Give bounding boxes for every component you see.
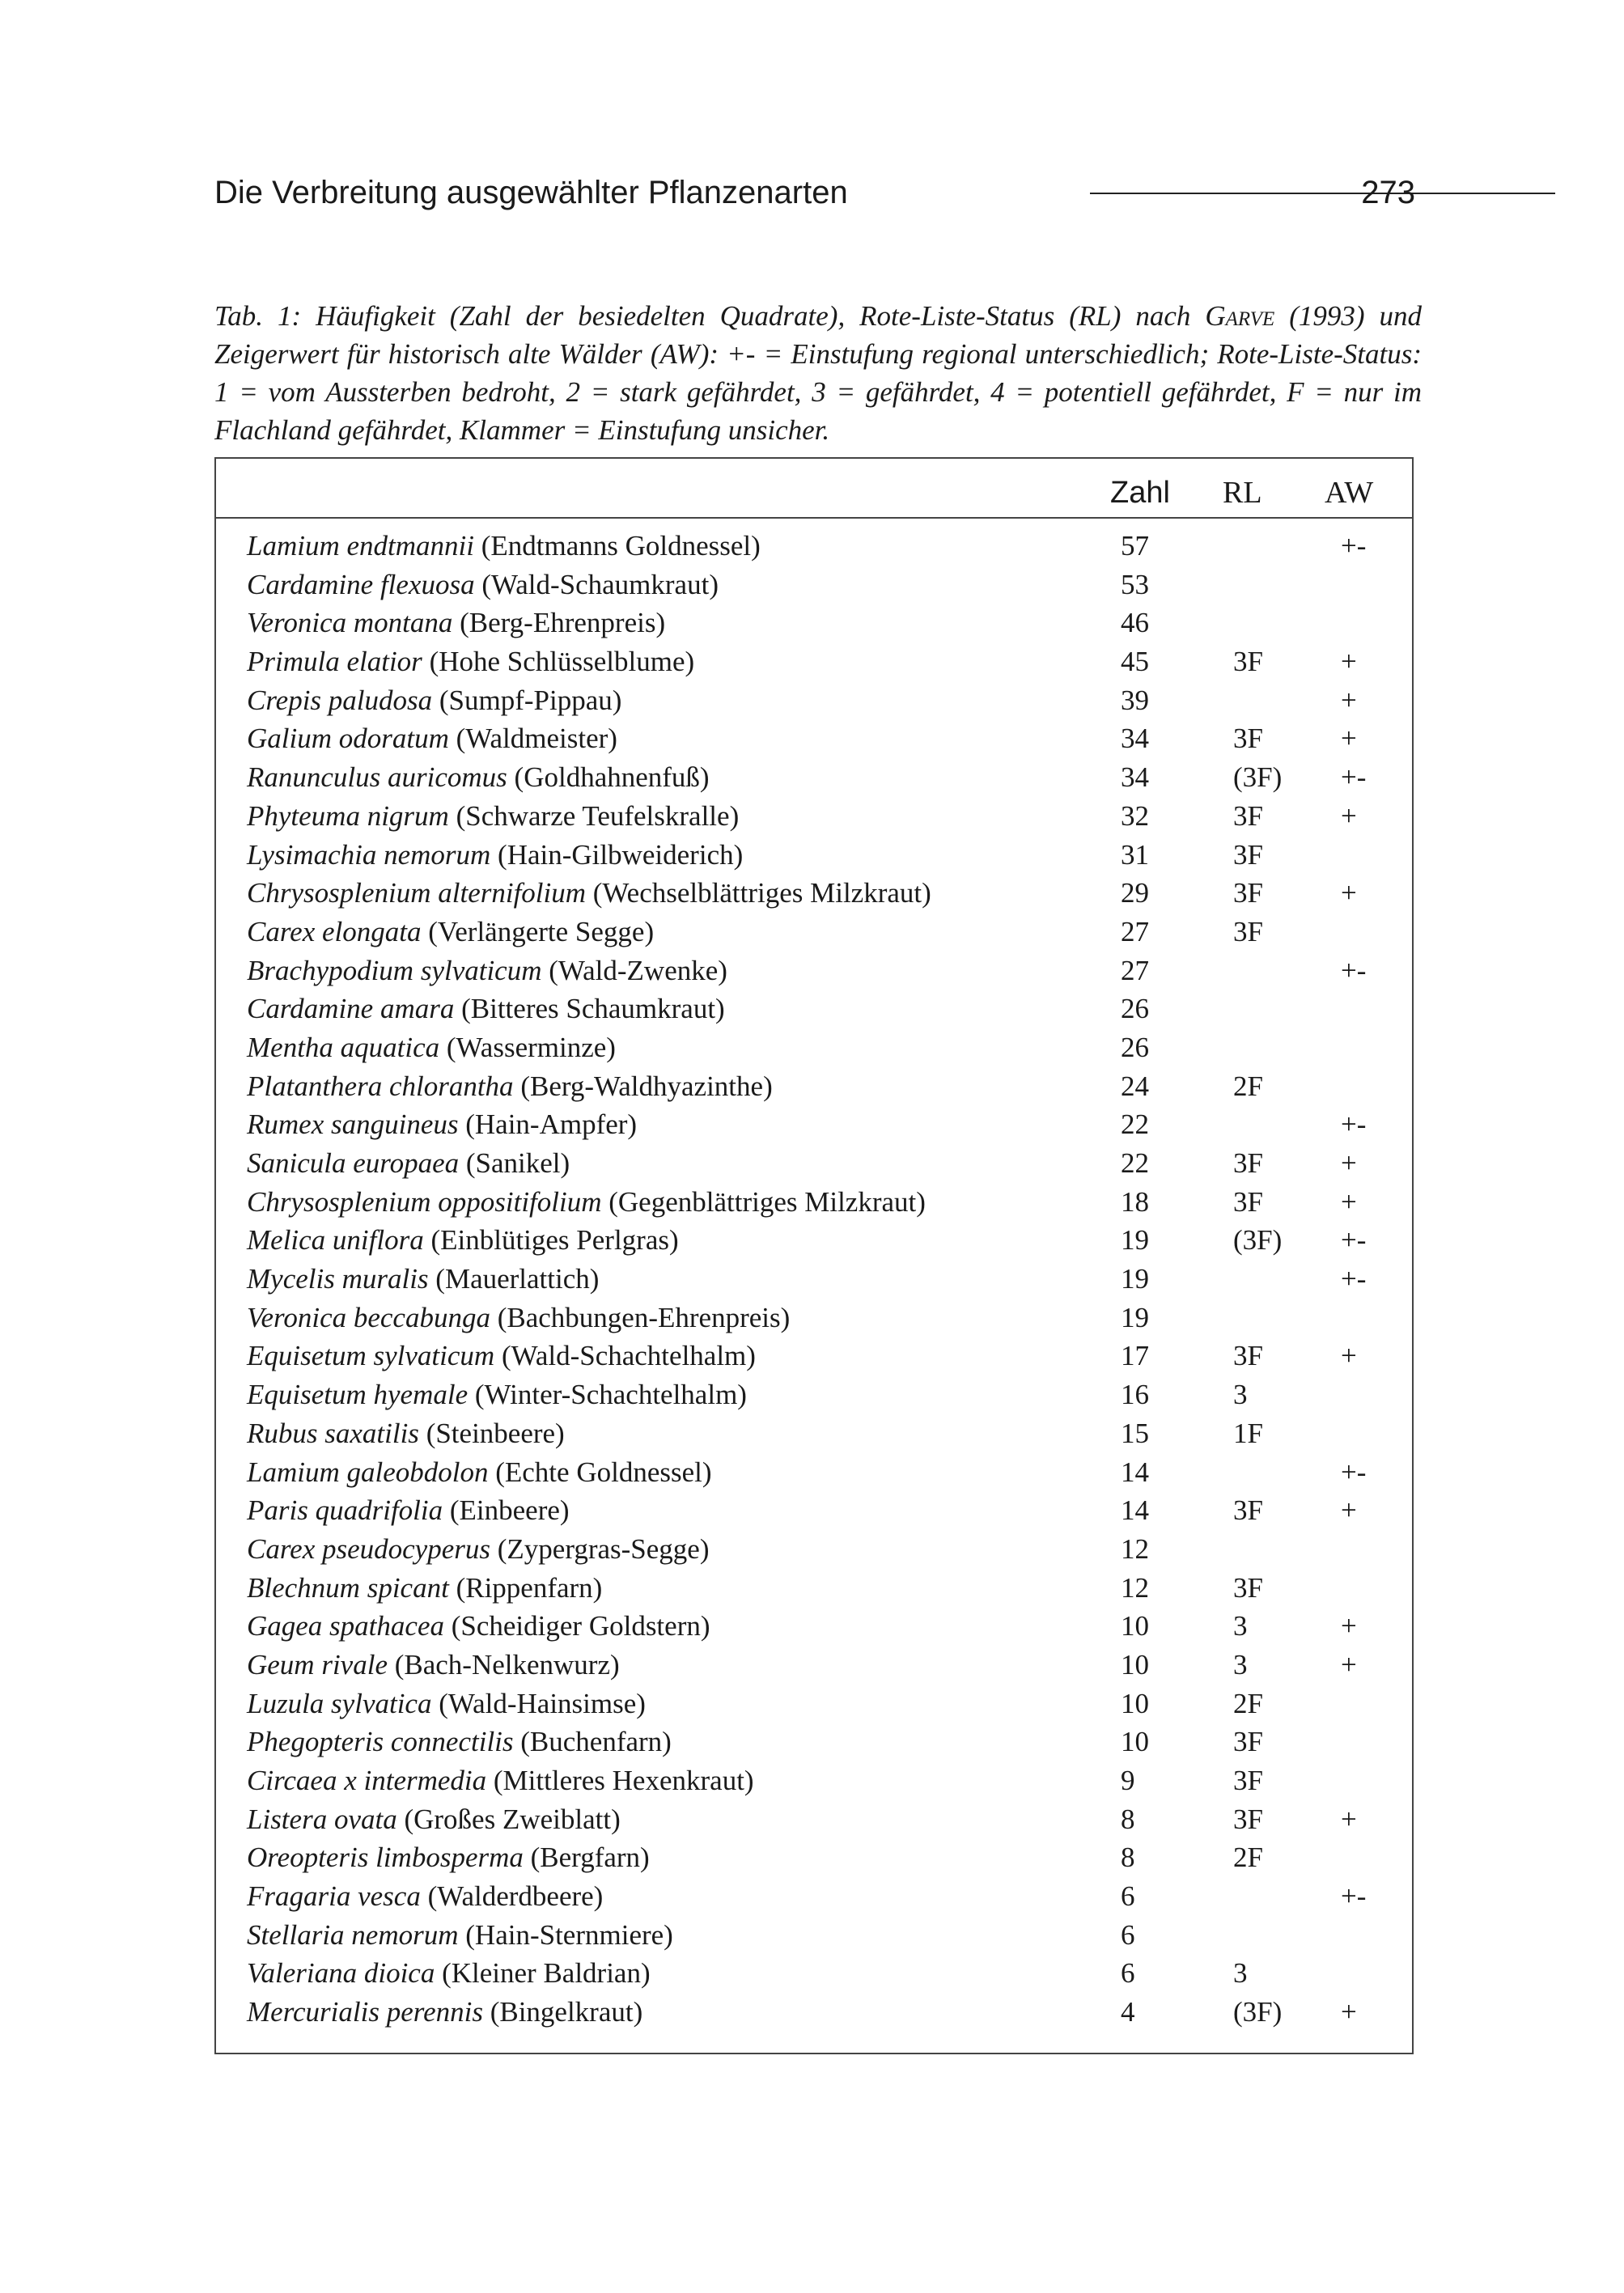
species-name [247,913,654,952]
rl-cell: 3F [1233,1494,1263,1527]
common-name: (Gegenblättriges Milzkraut) [601,1185,926,1218]
scientific-name: Brachypodium sylvaticum [247,954,542,986]
table-row [216,1569,1412,1608]
species-name [247,719,617,758]
common-name: (Wasserminze) [439,1031,616,1063]
scientific-name: Equisetum hyemale [247,1379,469,1411]
rl-cell: 3F [1233,1185,1263,1218]
aw-cell: + [1341,1610,1357,1642]
rl-cell: 1F [1233,1417,1263,1449]
species-name [247,952,727,990]
zahl-cell: 27 [1121,915,1149,947]
table-row [216,642,1412,681]
scientific-name: Lamium galeobdolon [247,1456,489,1488]
rl-cell: 3F [1233,1726,1263,1758]
zahl-cell: 12 [1121,1571,1149,1604]
scientific-name: Mentha aquatica [247,1031,440,1063]
aw-cell: + [1341,1648,1357,1681]
common-name: (Bach-Nelkenwurz) [387,1648,620,1681]
aw-cell: + [1341,877,1357,909]
zahl-cell: 24 [1121,1070,1149,1102]
species-name [247,1723,672,1761]
scientific-name: Listera ovata [247,1803,397,1835]
scientific-name: Oreopteris limbosperma [247,1842,524,1874]
zahl-cell: 4 [1121,1996,1135,2028]
common-name: (Mauerlattich) [428,1263,600,1295]
table-row [216,797,1412,836]
table-row [216,1414,1412,1453]
table-row [216,1105,1412,1144]
species-name [247,797,739,836]
scientific-name: Phyteuma nigrum [247,799,449,832]
scientific-name: Stellaria nemorum [247,1918,459,1951]
common-name: (Bingelkraut) [482,1996,643,2028]
common-name: (Hain-Gilbweiderich) [490,838,744,871]
zahl-cell: 6 [1121,1957,1135,1990]
table-row [216,874,1412,913]
scientific-name: Primula elatior [247,646,422,678]
species-name [247,990,725,1028]
rl-cell: 3F [1233,799,1263,832]
running-head-title: Die Verbreitung ausgewählter Pflanzenarten [214,175,848,210]
common-name: (Sanikel) [459,1147,570,1179]
scientific-name: Veronica montana [247,607,453,639]
species-name [247,1838,650,1877]
scientific-name: Geum rivale [247,1648,388,1681]
species-name [247,1761,754,1800]
species-name [247,874,931,913]
common-name: (Walderdbeere) [420,1880,604,1913]
rl-cell: 3F [1233,1803,1263,1835]
species-name [247,1877,603,1916]
running-head [214,168,1422,217]
scientific-name: Melica uniflora [247,1224,424,1257]
scientific-name: Equisetum sylvaticum [247,1340,495,1372]
zahl-cell: 26 [1121,993,1149,1025]
aw-cell: + [1341,1996,1357,2028]
scientific-name: Mercurialis perennis [247,1996,483,2028]
rl-cell: 3 [1233,1957,1248,1990]
zahl-cell: 19 [1121,1224,1149,1257]
rl-cell: 3F [1233,877,1263,909]
zahl-cell: 17 [1121,1340,1149,1372]
header-rl: RL [1223,476,1262,510]
rl-cell: 3F [1233,1765,1263,1796]
common-name: (Scheidiger Goldstern) [443,1610,710,1642]
table-row [216,1761,1412,1800]
aw-cell: + [1341,799,1357,832]
species-name [247,1800,621,1839]
common-name: (Wechselblättriges Milzkraut) [586,877,931,909]
species-name [247,1260,599,1299]
table-row [216,566,1412,604]
common-name: (Wald-Zwenke) [541,954,727,986]
table-row [216,1877,1412,1916]
zahl-cell: 27 [1121,954,1149,986]
species-name [247,1299,790,1337]
common-name: (Einbeere) [443,1494,570,1527]
zahl-cell: 31 [1121,838,1149,871]
species-name [247,1105,637,1144]
zahl-cell: 19 [1121,1301,1149,1333]
page-number: 273 [1361,175,1415,210]
table-row [216,681,1412,720]
zahl-cell: 8 [1121,1803,1135,1835]
rl-cell: 3F [1233,1147,1263,1179]
table-row [216,758,1412,797]
caption-text-1: Tab. 1: Häufigkeit (Zahl der besiedelten Quadrate), Rote-Liste-Status (RL) nach [214,300,1206,332]
common-name: (Endtmanns Goldnessel) [473,530,761,562]
species-name [247,527,761,566]
rl-cell: (3F) [1233,1224,1283,1257]
scientific-name: Cardamine amara [247,993,455,1025]
species-name [247,642,694,681]
zahl-cell: 53 [1121,568,1149,600]
zahl-cell: 10 [1121,1687,1149,1719]
table-row [216,913,1412,952]
species-name [247,1144,570,1183]
rl-cell: 3 [1233,1379,1248,1411]
table-row [216,1530,1412,1569]
table-row [216,719,1412,758]
zahl-cell: 26 [1121,1031,1149,1063]
scientific-name: Carex pseudocyperus [247,1532,490,1565]
common-name: (Großes Zweiblatt) [396,1803,621,1835]
species-name [247,1685,646,1723]
common-name: (Wald-Hainsimse) [431,1687,646,1719]
table-row [216,836,1412,875]
header-zahl: Zahl [1110,476,1170,510]
species-name [247,681,621,720]
header-aw: AW [1325,476,1374,510]
scientific-name: Lamium endtmannii [247,530,474,562]
zahl-cell: 14 [1121,1456,1149,1488]
species-name [247,1414,565,1453]
common-name: (Rippenfarn) [448,1571,603,1604]
rl-cell: 3F [1233,1571,1263,1604]
species-name [247,566,719,604]
table-row [216,1183,1412,1222]
zahl-cell: 6 [1121,1918,1135,1951]
common-name: (Echte Goldnessel) [488,1456,712,1488]
scientific-name: Chrysosplenium alternifolium [247,877,587,909]
rl-cell: 3 [1233,1648,1248,1681]
common-name: (Sumpf-Pippau) [432,684,622,716]
scientific-name: Chrysosplenium oppositifolium [247,1185,602,1218]
table-row [216,1646,1412,1685]
aw-cell: +- [1341,1108,1367,1141]
rl-cell: 3F [1233,723,1263,755]
scientific-name: Valeriana dioica [247,1957,435,1990]
aw-cell: + [1341,723,1357,755]
table-row [216,1723,1412,1761]
scientific-name: Crepis paludosa [247,684,433,716]
zahl-cell: 46 [1121,607,1149,639]
species-table [214,457,1414,2054]
aw-cell: +- [1341,1880,1367,1913]
aw-cell: +- [1341,530,1367,562]
zahl-cell: 22 [1121,1147,1149,1179]
common-name: (Bitteres Schaumkraut) [454,993,725,1025]
table-row [216,990,1412,1028]
zahl-cell: 14 [1121,1494,1149,1527]
zahl-cell: 39 [1121,684,1149,716]
common-name: (Verlängerte Segge) [421,915,655,947]
species-name [247,1993,642,2032]
running-head-rule [1090,193,1555,194]
species-name [247,1916,673,1955]
scientific-name: Fragaria vesca [247,1880,421,1913]
common-name: (Schwarze Teufelskralle) [448,799,740,832]
scientific-name: Ranunculus auricomus [247,761,507,794]
common-name: (Hohe Schlüsselblume) [422,646,695,678]
zahl-cell: 22 [1121,1108,1149,1141]
caption-text-2: (1993) und Zeigerwert für historisch alte Wälder (AW): +- = Einstufung regional unterschiedlich; Rote-Liste-Status: 1 = vom Aussterben bedroht, 2 = stark gefährdet, 3 = gefährdet, 4 = potentiell gefährdet, F = nur im Flachland gefährdet, Klammer = Einstufung unsicher. [214,300,1423,446]
common-name: (Wald-Schachtelhalm) [494,1340,756,1372]
species-name [247,1067,773,1106]
aw-cell: + [1341,1803,1357,1835]
scientific-name: Blechnum spicant [247,1571,449,1604]
rl-cell: 3F [1233,1340,1263,1372]
rl-cell: 2F [1233,1070,1263,1102]
species-name [247,1954,651,1993]
species-name [247,604,665,642]
table-row [216,1260,1412,1299]
common-name: (Berg-Waldhyazinthe) [513,1070,773,1102]
common-name: (Wald-Schaumkraut) [474,568,719,600]
zahl-cell: 15 [1121,1417,1149,1449]
scientific-name: Veronica beccabunga [247,1301,490,1333]
scientific-name: Lysimachia nemorum [247,838,491,871]
rl-cell: 3F [1233,915,1263,947]
scientific-name: Paris quadrifolia [247,1494,443,1527]
species-name [247,1646,620,1685]
species-name [247,836,743,875]
species-name [247,1183,926,1222]
table-row [216,527,1412,566]
table-header [216,459,1412,519]
rl-cell: (3F) [1233,761,1283,794]
table-row [216,1067,1412,1106]
common-name: (Einblütiges Perlgras) [423,1224,679,1257]
table-row [216,1337,1412,1375]
species-name [247,1607,710,1646]
table-caption [214,297,1422,449]
aw-cell: +- [1341,1456,1367,1488]
zahl-cell: 57 [1121,530,1149,562]
zahl-cell: 32 [1121,799,1149,832]
zahl-cell: 16 [1121,1379,1149,1411]
species-name [247,1453,712,1492]
table-row [216,1800,1412,1839]
zahl-cell: 34 [1121,723,1149,755]
rl-cell: 3F [1233,838,1263,871]
common-name: (Winter-Schachtelhalm) [468,1379,747,1411]
aw-cell: + [1341,1494,1357,1527]
zahl-cell: 6 [1121,1880,1135,1913]
scientific-name: Platanthera chlorantha [247,1070,514,1102]
common-name: (Bachbungen-Ehrenpreis) [490,1301,791,1333]
rl-cell: 2F [1233,1687,1263,1719]
rl-cell: 2F [1233,1842,1263,1874]
aw-cell: + [1341,1147,1357,1179]
scientific-name: Cardamine flexuosa [247,568,475,600]
aw-cell: +- [1341,1224,1367,1257]
species-name [247,1491,570,1530]
table-row [216,1028,1412,1067]
common-name: (Buchenfarn) [513,1726,672,1758]
zahl-cell: 19 [1121,1263,1149,1295]
zahl-cell: 10 [1121,1726,1149,1758]
species-name [247,1569,602,1608]
zahl-cell: 10 [1121,1648,1149,1681]
species-name [247,1337,756,1375]
rl-cell: 3F [1233,646,1263,678]
species-name [247,1028,616,1067]
table-row [216,1491,1412,1530]
common-name: (Kleiner Baldrian) [435,1957,651,1990]
common-name: (Mittleres Hexenkraut) [486,1765,754,1796]
table-row [216,1685,1412,1723]
table-row [216,952,1412,990]
zahl-cell: 9 [1121,1765,1135,1796]
aw-cell: + [1341,1185,1357,1218]
species-name [247,758,710,797]
table-row [216,1954,1412,1993]
scientific-name: Luzula sylvatica [247,1687,432,1719]
table-row [216,1607,1412,1646]
table-row [216,1993,1412,2032]
table-body [216,527,1412,2032]
common-name: (Bergfarn) [523,1842,650,1874]
rl-cell: (3F) [1233,1996,1283,2028]
zahl-cell: 12 [1121,1532,1149,1565]
scientific-name: Mycelis muralis [247,1263,429,1295]
aw-cell: + [1341,684,1357,716]
scientific-name: Circaea x intermedia [247,1765,487,1796]
table-row [216,1299,1412,1337]
table-row [216,1453,1412,1492]
scientific-name: Phegopteris connectilis [247,1726,514,1758]
aw-cell: + [1341,646,1357,678]
aw-cell: + [1341,1340,1357,1372]
common-name: (Hain-Sternmiere) [458,1918,673,1951]
table-row [216,604,1412,642]
table-row [216,1838,1412,1877]
species-name [247,1221,679,1260]
zahl-cell: 29 [1121,877,1149,909]
zahl-cell: 18 [1121,1185,1149,1218]
aw-cell: +- [1341,954,1367,986]
table-row [216,1916,1412,1955]
scientific-name: Carex elongata [247,915,422,947]
table-row [216,1144,1412,1183]
scientific-name: Galium odoratum [247,723,449,755]
caption-citation: Garve [1205,300,1275,332]
zahl-cell: 34 [1121,761,1149,794]
scientific-name: Gagea spathacea [247,1610,444,1642]
scientific-name: Rumex sanguineus [247,1108,459,1141]
scientific-name: Sanicula europaea [247,1147,460,1179]
species-name [247,1375,747,1414]
common-name: (Berg-Ehrenpreis) [452,607,666,639]
scientific-name: Rubus saxatilis [247,1417,419,1449]
common-name: (Hain-Ampfer) [458,1108,638,1141]
rl-cell: 3 [1233,1610,1248,1642]
zahl-cell: 10 [1121,1610,1149,1642]
common-name: (Steinbeere) [418,1417,565,1449]
common-name: (Zypergras-Segge) [490,1532,710,1565]
table-row [216,1375,1412,1414]
aw-cell: +- [1341,1263,1367,1295]
zahl-cell: 45 [1121,646,1149,678]
zahl-cell: 8 [1121,1842,1135,1874]
aw-cell: +- [1341,761,1367,794]
common-name: (Goldhahnenfuß) [507,761,710,794]
species-name [247,1530,710,1569]
table-row [216,1221,1412,1260]
common-name: (Waldmeister) [448,723,617,755]
